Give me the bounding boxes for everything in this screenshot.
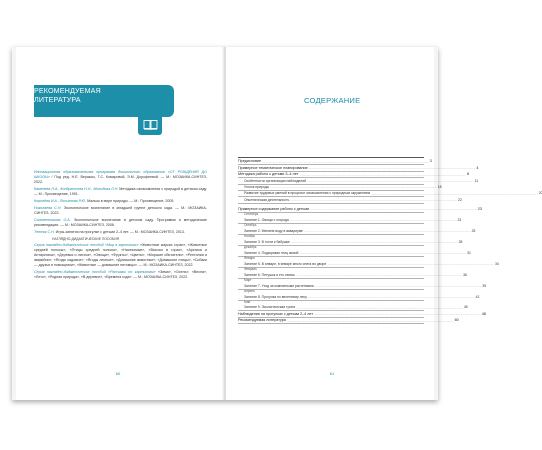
literature-entry-author: Каменева Л.А., Кондратьева Н.Н., Молодова Л.Н. xyxy=(34,187,119,191)
contents-row-page: 11 xyxy=(474,178,479,183)
contents-row-label: Декабрь xyxy=(244,245,257,250)
contents-row-page: 22 xyxy=(458,197,462,202)
contents-row-label: Предисловие xyxy=(238,159,262,164)
contents-title: СОДЕРЖАНИЕ xyxy=(304,96,361,105)
literature-entry-author: Серия наглядно-дидактических пособий «Мир в картинках» xyxy=(34,242,139,247)
visual-aids-subhead: НАГЛЯДНО-ДИДАКТИЧЕСКИЕ ПОСОБИЯ xyxy=(52,237,120,241)
contents-row-leader: ........................................................................................................................................................................................................ xyxy=(303,229,471,234)
contents-row-leader: ........................................................................................................................................................................................................ xyxy=(296,305,463,310)
literature-entry xyxy=(34,218,207,228)
contents-row-label: Примерное тематическое планирование xyxy=(238,165,308,170)
contents-row-leader: ........................................................................................................................................................................................................ xyxy=(270,185,437,190)
contents-row-page: 31 xyxy=(467,250,471,255)
contents-row-label: Ноябрь xyxy=(244,234,256,239)
literature-list xyxy=(34,170,207,282)
contents-row-label: Уголок природы xyxy=(244,184,270,189)
literature-entries xyxy=(34,170,207,235)
contents-row-page: 3 xyxy=(429,159,432,164)
contents-row-label: Занятие 1. Овощи с огорода xyxy=(244,217,289,222)
literature-entry xyxy=(34,270,207,280)
contents-row-label: Май xyxy=(244,300,251,305)
contents-row-page: 18 xyxy=(437,184,442,189)
left-page xyxy=(16,47,224,400)
contents-row-leader: ........................................................................................................................................................................................................ xyxy=(290,198,458,203)
contents-row-label: Опытническая деятельность xyxy=(244,197,290,202)
literature-entry-text: Экологическое воспитание в детском саду. Программа и методические рекомендации. — М.: МОЗАИКА-СИНТЕЗ, 2006. xyxy=(34,218,207,227)
literature-entry-author: Королёва И.А., Лосьянова Р.Ю. xyxy=(34,199,87,203)
contents-row-leader: ........................................................................................................................................................................................................ xyxy=(262,159,429,164)
contents-row-leader: ........................................................................................................................................................................................................ xyxy=(307,295,475,299)
contents-row-page: 48 xyxy=(481,311,486,316)
contents-row-label: Апрель xyxy=(244,289,255,294)
literature-entry xyxy=(34,170,207,185)
contents-row-leader: ........................................................................................................................................................................................................ xyxy=(306,179,474,184)
contents-row-label: Занятие 8. Прогулка по весеннему лесу xyxy=(244,294,307,299)
contents-row-leader: ........................................................................................................................................................................................................ xyxy=(286,318,454,323)
contents-row-leader: ........................................................................................................................................................................................................ xyxy=(289,218,457,223)
contents-row-label: Сентябрь xyxy=(244,212,259,217)
contents-row-label: Примерное содержание работы с детьми xyxy=(238,206,310,211)
contents-row-label: Занятие 7. Уход за комнатными растениями xyxy=(244,283,314,288)
contents-row-leader: ........................................................................................................................................................................................................ xyxy=(327,262,494,267)
literature-title: РЕКОМЕНДУЕМАЯ ЛИТЕРАТУРА xyxy=(34,86,101,104)
contents-row-page: 25 xyxy=(471,228,476,233)
contents-row-leader: ........................................................................................................................................................................................................ xyxy=(299,172,467,177)
contents-row-label: Развитие трудовых умений в процессе ознакомления с природным окружением xyxy=(244,191,370,196)
literature-entry-text: Методика ознакомления с природой в детском саду. — М.: Просвещение, 1991. xyxy=(34,187,207,196)
contents-row-page: 34 xyxy=(494,261,499,266)
contents-row-page: 23 xyxy=(477,206,482,211)
literature-entry-text: Экологическое воспитание в младшей группе детского сада. — М.: МОЗАИКА-СИНТЕЗ, 2022. xyxy=(34,206,207,215)
contents-row-page: 45 xyxy=(463,305,468,310)
literature-entry-author: Николаева С.Н. xyxy=(34,206,62,210)
contents-row-leader: ........................................................................................................................................................................................................ xyxy=(370,191,538,196)
contents-row xyxy=(238,318,459,324)
literature-entry-text: / Под ред. Н.Е. Вераксы, Т.С. Комаровой, Э.М. Дорофеевой. — М.: МОЗАИКА-СИНТЕЗ, 2022. xyxy=(34,175,207,184)
literature-entry xyxy=(34,199,207,204)
contents-list xyxy=(238,159,542,324)
literature-entry-text: Малыш в мире природы. — М.: Просвещение, 2005. xyxy=(86,199,175,203)
literature-entry-author: Соломенникова О.А. xyxy=(34,218,71,222)
contents-row-leader: ........................................................................................................................................................................................................ xyxy=(310,207,477,212)
visual-aids-entries xyxy=(34,243,207,280)
contents-row-page: 8 xyxy=(467,172,470,177)
contents-divider xyxy=(238,157,424,158)
literature-entry xyxy=(34,187,207,197)
literature-entry-text: Игры-занятия на прогулке с детьми 2–4 лет. — М.: МОЗАИКА-СИНТЕЗ, 2013. xyxy=(54,230,185,234)
literature-entry-text: «Животные жарких стран», «Животные средней полосы», «Птицы средней полосы», «Насекомые», «Высоко в горах», «Арктика и Антарктика», «Деревья и листья», «Овощи», «Фрукты», «Цветы», «Морские обитатели», «Рептилии и амфибии», «Ягоды садовые», «Ягоды лесные», «Домашние животные», «Домашние птицы», «Собаки — друзья и помощники», «Животные — домашние питомцы». — М.: МОЗАИКА-СИНТЕЗ, 2022. xyxy=(34,242,208,267)
contents-row-label: Октябрь xyxy=(244,223,257,228)
contents-row xyxy=(238,197,462,203)
right-page xyxy=(226,47,542,400)
contents-row-label: Особенности организации наблюдений xyxy=(244,178,306,183)
contents-row-leader: ........................................................................................................................................................................................................ xyxy=(308,166,476,171)
contents-row-label: Занятие 5. В январе, в январе много снега во дворе xyxy=(244,261,327,266)
contents-row-page: 4 xyxy=(476,165,479,170)
literature-entry-author: Инновационная образовательная программа дошкольного образования «ОТ РОЖДЕНИЯ ДО ШКОЛЫ» xyxy=(34,170,207,179)
literature-entry xyxy=(34,206,207,216)
contents-row-label: Рекомендуемая литература xyxy=(238,318,286,323)
contents-row-page: 28 xyxy=(458,239,463,244)
literature-entry-author: Серия наглядно-дидактических пособий «Рассказы по картинкам» xyxy=(34,269,156,274)
contents-row-label: Январь xyxy=(244,256,255,261)
contents-row-leader: ........................................................................................................................................................................................................ xyxy=(299,251,467,256)
literature-entry xyxy=(34,230,207,235)
contents-row-label: Занятие 3. В гости к бабушке xyxy=(244,239,290,244)
literature-entry-author: Теплюк С.Н. xyxy=(34,230,55,234)
contents-row-page: 42 xyxy=(475,294,480,299)
contents-row-label: Занятие 4. Подкормим птиц зимой xyxy=(244,250,299,255)
contents-row-leader: ........................................................................................................................................................................................................ xyxy=(314,284,482,289)
open-book-icon-graphic xyxy=(143,119,158,130)
contents-row-page: 23 xyxy=(457,217,462,222)
contents-row-leader: ........................................................................................................................................................................................................ xyxy=(314,312,481,317)
contents-row-page: 39 xyxy=(482,283,487,288)
contents-row-label: Март xyxy=(244,278,252,283)
open-book-icon xyxy=(138,113,162,135)
contents-row-label: Наблюдения на прогулках с детьми 2–4 лет xyxy=(238,311,314,316)
page-number-left: 60 xyxy=(115,371,121,376)
contents-row-leader: ........................................................................................................................................................................................................ xyxy=(290,240,458,245)
contents-row-page: 36 xyxy=(463,272,467,277)
contents-row-page: 60 xyxy=(454,318,459,323)
contents-row-label: Февраль xyxy=(244,267,257,272)
contents-row-leader: ........................................................................................................................................................................................................ xyxy=(295,273,463,278)
literature-entry xyxy=(34,243,207,268)
page-number-right: 61 xyxy=(329,371,335,376)
book-spread xyxy=(12,47,542,400)
literature-entry-text: «Зима», «Осень», «Весна», «Лето», «Родная природа», «В деревне», «Времена года». — М.: МОЗАИКА-СИНТЕЗ, 2022. xyxy=(34,269,207,279)
contents-row-label: Занятие 2. Меняем воду в аквариуме xyxy=(244,228,303,233)
contents-row-label: Методика работы с детьми 3–4 лет xyxy=(238,172,299,177)
contents-row-label: Занятие 9. Экологическая тропа xyxy=(244,305,296,310)
contents-row-page: 20 xyxy=(538,191,542,196)
contents-row-label: Занятие 6. Петушок и его семья xyxy=(244,272,295,277)
